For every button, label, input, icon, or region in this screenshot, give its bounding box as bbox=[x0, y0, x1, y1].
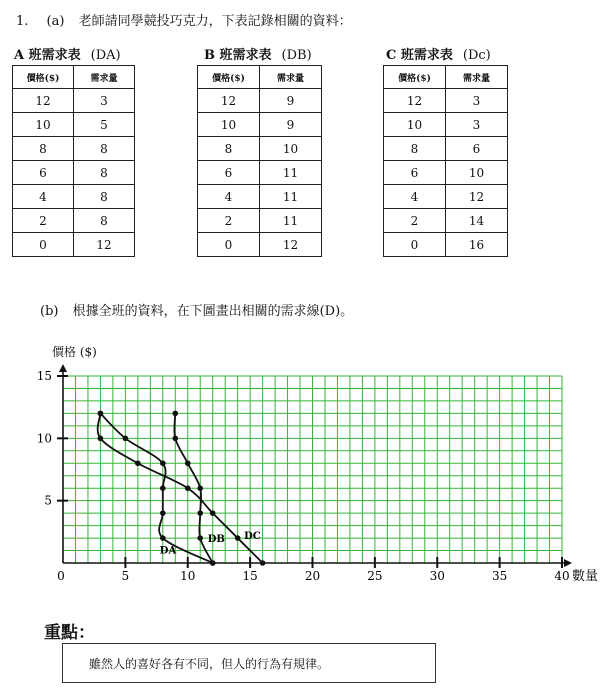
data-point-da bbox=[160, 485, 166, 491]
price-header: 價格($) bbox=[198, 66, 260, 89]
quantity-cell: 8 bbox=[74, 161, 135, 185]
y-axis-arrow bbox=[59, 364, 67, 372]
y-tick-label: 15 bbox=[36, 369, 52, 383]
quantity-header: 需求量 bbox=[260, 66, 322, 89]
part-a-label: (a) bbox=[46, 14, 65, 29]
data-point-dc bbox=[135, 460, 141, 466]
key-point-box bbox=[62, 643, 436, 683]
x-tick-label: 10 bbox=[180, 569, 196, 583]
table-c-title-text: C 班需求表 bbox=[386, 48, 453, 63]
quantity-header: 需求量 bbox=[446, 66, 508, 89]
key-point-title: 重點： bbox=[44, 623, 95, 643]
data-point-dc bbox=[185, 485, 191, 491]
data-point-da bbox=[160, 510, 166, 516]
table-b-symbol: (DB) bbox=[281, 48, 312, 63]
price-cell: 4 bbox=[384, 185, 446, 209]
quantity-cell: 5 bbox=[74, 113, 135, 137]
quantity-cell: 11 bbox=[260, 161, 322, 185]
quantity-cell: 3 bbox=[446, 113, 508, 137]
x-axis-label: 數量 bbox=[572, 569, 599, 584]
curve-label-db: DB bbox=[207, 534, 225, 546]
y-axis-label: 價格 ($) bbox=[52, 345, 97, 359]
data-point-dc bbox=[210, 510, 216, 516]
quantity-cell: 8 bbox=[74, 209, 135, 233]
part-b-text: 根據全班的資料，在下圖畫出相關的需求線(D)。 bbox=[72, 304, 354, 319]
data-point-db bbox=[197, 510, 203, 516]
quantity-cell: 9 bbox=[260, 89, 322, 113]
x-tick-label: 5 bbox=[121, 569, 130, 583]
x-tick-label: 20 bbox=[304, 569, 321, 583]
price-cell: 8 bbox=[13, 137, 74, 161]
data-point-db bbox=[197, 485, 203, 491]
table-b-title-text: B 班需求表 bbox=[204, 48, 272, 63]
price-cell: 12 bbox=[384, 89, 446, 113]
data-point-da bbox=[160, 460, 166, 466]
quantity-cell: 10 bbox=[446, 161, 508, 185]
price-cell: 12 bbox=[198, 89, 260, 113]
x-tick-label: 35 bbox=[491, 569, 508, 583]
price-cell: 10 bbox=[13, 113, 74, 137]
quantity-cell: 12 bbox=[446, 185, 508, 209]
data-point-db bbox=[197, 535, 203, 541]
price-cell: 4 bbox=[198, 185, 260, 209]
data-point-da bbox=[123, 436, 129, 442]
price-cell: 8 bbox=[384, 137, 446, 161]
data-point-db bbox=[185, 460, 191, 466]
quantity-cell: 16 bbox=[446, 233, 508, 257]
data-point-db bbox=[210, 560, 216, 566]
price-cell: 8 bbox=[198, 137, 260, 161]
price-header: 價格($) bbox=[13, 66, 74, 89]
data-point-dc bbox=[98, 411, 104, 417]
quantity-cell: 3 bbox=[446, 89, 508, 113]
table-a-title-text: A 班需求表 bbox=[14, 48, 81, 63]
price-cell: 2 bbox=[198, 209, 260, 233]
quantity-cell: 11 bbox=[260, 185, 322, 209]
curve-label-da: DA bbox=[159, 545, 177, 557]
quantity-cell: 11 bbox=[260, 209, 322, 233]
chart-grid bbox=[63, 376, 562, 563]
price-cell: 2 bbox=[13, 209, 74, 233]
data-point-dc bbox=[98, 436, 104, 442]
quantity-cell: 14 bbox=[446, 209, 508, 233]
y-tick-label: 10 bbox=[36, 431, 52, 446]
data-point-dc bbox=[235, 535, 241, 541]
key-point-text: 雖然人的喜好各有不同，但人的行為有規律。 bbox=[89, 657, 330, 671]
quantity-cell: 8 bbox=[74, 185, 135, 209]
x-tick-label: 0 bbox=[57, 569, 65, 583]
quantity-cell: 6 bbox=[446, 137, 508, 161]
y-tick-label: 5 bbox=[44, 493, 52, 508]
price-cell: 6 bbox=[13, 161, 74, 185]
quantity-cell: 10 bbox=[260, 137, 322, 161]
question-number: 1. bbox=[16, 14, 29, 29]
price-header: 價格($) bbox=[384, 66, 446, 89]
quantity-cell: 8 bbox=[74, 137, 135, 161]
table-c-symbol: (Dc) bbox=[462, 48, 491, 63]
quantity-cell: 9 bbox=[260, 113, 322, 137]
data-point-dc bbox=[260, 560, 266, 566]
x-tick-label: 30 bbox=[429, 569, 445, 583]
price-cell: 4 bbox=[13, 185, 74, 209]
quantity-header: 需求量 bbox=[74, 66, 135, 89]
price-cell: 6 bbox=[384, 161, 446, 185]
curve-label-dc: DC bbox=[244, 531, 261, 543]
price-cell: 0 bbox=[198, 233, 260, 257]
price-cell: 0 bbox=[384, 233, 446, 257]
quantity-cell: 12 bbox=[260, 233, 322, 257]
price-cell: 2 bbox=[384, 209, 446, 233]
quantity-cell: 12 bbox=[74, 233, 135, 257]
price-cell: 0 bbox=[13, 233, 74, 257]
table-a-symbol: (DA) bbox=[90, 48, 121, 63]
data-point-da bbox=[160, 535, 166, 541]
price-cell: 10 bbox=[384, 113, 446, 137]
x-tick-label: 25 bbox=[367, 569, 383, 583]
price-cell: 6 bbox=[198, 161, 260, 185]
part-b-label: (b) bbox=[40, 304, 59, 319]
data-point-db bbox=[172, 436, 178, 442]
price-cell: 12 bbox=[13, 89, 74, 113]
quantity-cell: 3 bbox=[74, 89, 135, 113]
x-tick-label: 15 bbox=[242, 569, 258, 583]
data-point-db bbox=[172, 411, 178, 417]
x-tick-label: 40 bbox=[554, 569, 570, 583]
part-a-text: 老師請同學競投巧克力，下表記錄相關的資料： bbox=[78, 14, 352, 29]
x-axis-arrow bbox=[564, 559, 572, 567]
price-cell: 10 bbox=[198, 113, 260, 137]
chart-axes bbox=[59, 364, 572, 567]
